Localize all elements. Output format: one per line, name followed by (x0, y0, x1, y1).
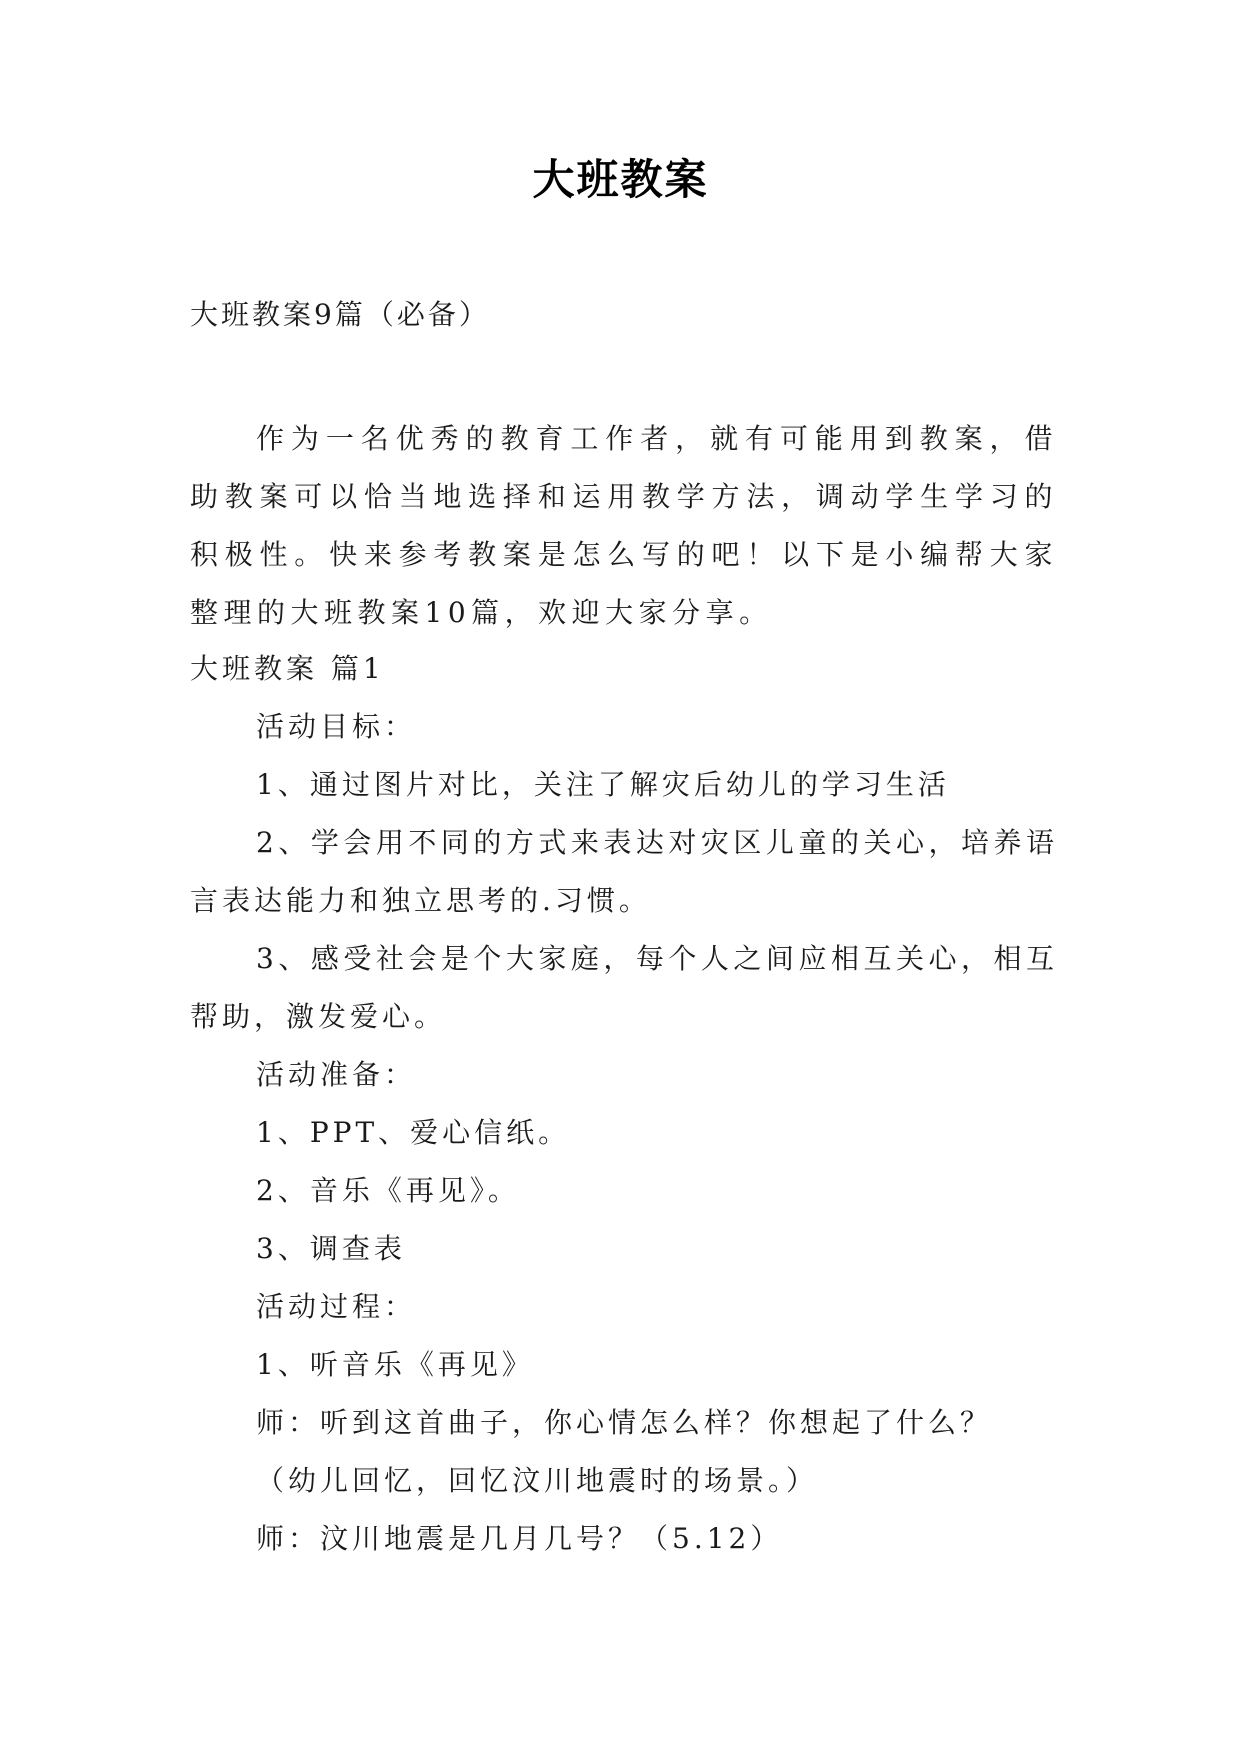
paragraph: 2、学会用不同的方式来表达对灾区儿童的关心，培养语言表达能力和独立思考的.习惯。 (190, 826, 1058, 917)
paragraph: 3、调查表 (256, 1232, 406, 1265)
paragraph: （幼儿回忆，回忆汶川地震时的场景。） (256, 1464, 819, 1497)
paragraph: 3、感受社会是个大家庭，每个人之间应相互关心，相互帮助，激发爱心。 (190, 942, 1058, 1033)
section-heading: 大班教案 篇1 (190, 652, 385, 685)
paragraph: 师：汶川地震是几月几号？（5.12） (256, 1522, 783, 1555)
paragraph: 师：听到这首曲子，你心情怎么样？你想起了什么？ (256, 1406, 993, 1439)
intro-paragraph: 作为一名优秀的教育工作者，就有可能用到教案，借助教案可以恰当地选择和运用教学方法，调动学生学习的积极性。快来参考教案是怎么写的吧！以下是小编帮大家整理的大班教案10篇，欢迎大家分享。 (190, 422, 1058, 629)
document-title: 大班教案 (532, 155, 709, 204)
paragraph: 活动目标： (256, 710, 417, 743)
paragraph: 1、听音乐《再见》 (256, 1348, 534, 1381)
document-body (190, 640, 1058, 1568)
paragraph: 2、音乐《再见》。 (256, 1174, 520, 1207)
paragraph: 活动准备： (256, 1058, 417, 1091)
paragraph: 1、PPT、爱心信纸。 (256, 1116, 571, 1149)
paragraph: 活动过程： (256, 1290, 417, 1323)
document-subtitle: 大班教案9篇（必备） (190, 298, 490, 331)
paragraph: 1、通过图片对比，关注了解灾后幼儿的学习生活 (256, 768, 950, 801)
